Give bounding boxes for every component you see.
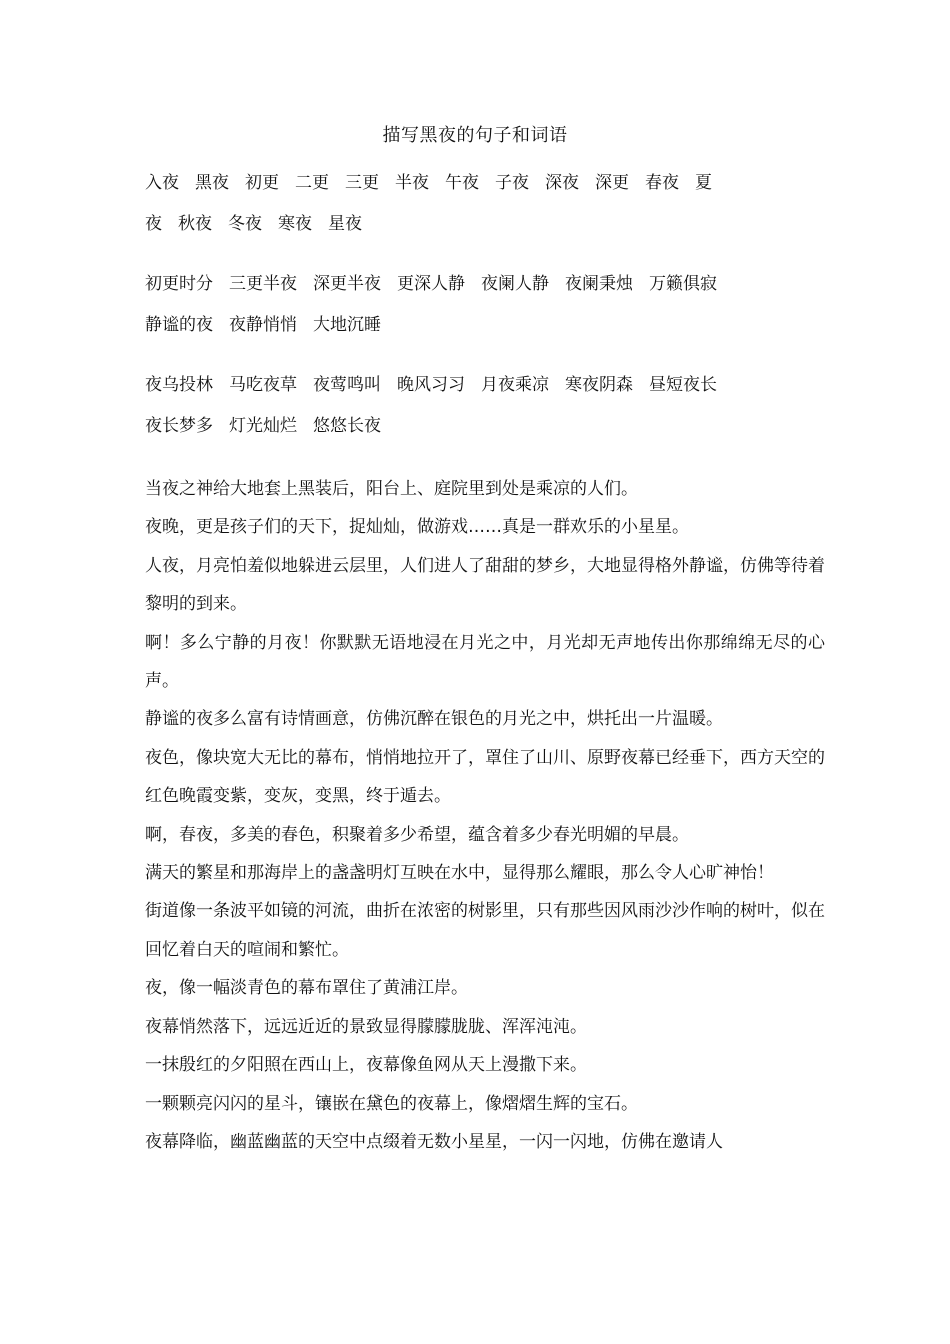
sentence-paragraph: 一抹殷红的夕阳照在西山上，夜幕像鱼网从天上漫撒下来。 <box>145 1055 587 1076</box>
word-line <box>145 305 825 346</box>
word-item: 子夜 <box>495 173 529 193</box>
sentence-paragraph: 夜晚，更是孩子们的天下，捉灿灿，做游戏……真是一群欢乐的小星星。 <box>145 517 689 538</box>
sentence-paragraph: 当夜之神给大地套上黑装后，阳台上、庭院里到处是乘凉的人们。 <box>145 479 638 499</box>
word-item: 春夜 <box>645 173 679 193</box>
sentence-paragraph: 夜，像一幅淡青色的幕布罩住了黄浦江岸。 <box>145 978 468 999</box>
word-group-2 <box>145 264 825 346</box>
word-item: 更深人静 <box>397 274 465 294</box>
word-item: 寒夜阴森 <box>565 375 633 395</box>
word-line <box>145 264 825 305</box>
word-item: 午夜 <box>445 173 479 193</box>
sentence-list <box>145 470 825 1161</box>
word-item: 夜 <box>145 214 162 234</box>
word-item: 深更半夜 <box>313 274 381 294</box>
word-item: 夏 <box>695 173 712 193</box>
word-item: 夜阑人静 <box>481 274 549 294</box>
word-item: 初更 <box>245 173 279 193</box>
word-item: 晚风习习 <box>397 375 465 395</box>
word-item: 昼短夜长 <box>649 375 717 395</box>
sentence-paragraph: 啊！多么宁静的月夜！你默默无语地浸在月光之中，月光却无声地传出你那绵绵无尽的心声。 <box>145 632 825 692</box>
word-item: 万籁俱寂 <box>649 274 717 294</box>
word-item: 灯光灿烂 <box>229 416 297 436</box>
sentence-paragraph: 街道像一条波平如镜的河流，曲折在浓密的树影里，只有那些因风雨沙沙作响的树叶，似在回忆着白天的喧闹和繁忙。 <box>145 901 825 960</box>
word-item: 入夜 <box>145 173 179 193</box>
word-item: 秋夜 <box>178 214 212 234</box>
word-item: 初更时分 <box>145 274 213 294</box>
word-line <box>145 365 825 406</box>
word-group-3 <box>145 365 825 447</box>
sentence-paragraph: 啊，春夜，多美的春色，积聚着多少希望，蕴含着多少春光明媚的早晨。 <box>145 824 689 845</box>
word-item: 冬夜 <box>228 214 262 234</box>
word-item: 三更 <box>345 173 379 193</box>
word-line <box>145 204 825 245</box>
word-item: 大地沉睡 <box>313 315 381 335</box>
word-item: 深更 <box>595 173 629 193</box>
word-item: 夜乌投林 <box>145 375 213 395</box>
sentence-paragraph: 静谧的夜多么富有诗情画意，仿佛沉醉在银色的月光之中，烘托出一片温暖。 <box>145 709 723 730</box>
word-item: 马吃夜草 <box>229 375 297 395</box>
sentence-paragraph: 夜幕悄然落下，远远近近的景致显得朦朦胧胧、浑浑沌沌。 <box>145 1016 587 1037</box>
word-item: 星夜 <box>328 214 362 234</box>
word-line <box>145 163 825 204</box>
word-item: 夜莺鸣叫 <box>313 375 381 395</box>
word-item: 半夜 <box>395 173 429 193</box>
word-line <box>145 406 825 447</box>
word-item: 悠悠长夜 <box>313 416 381 436</box>
word-item: 寒夜 <box>278 214 312 234</box>
word-item: 静谧的夜 <box>145 315 213 335</box>
word-item: 二更 <box>295 173 329 193</box>
word-item: 夜静悄悄 <box>229 315 297 335</box>
word-group-1 <box>145 163 825 245</box>
word-item: 黑夜 <box>195 173 229 193</box>
word-item: 深夜 <box>545 173 579 193</box>
sentence-paragraph: 夜色，像块宽大无比的幕布，悄悄地拉开了，罩住了山川、原野夜幕已经垂下，西方天空的红色晚霞变紫，变灰，变黑，终于遁去。 <box>145 747 825 807</box>
sentence-paragraph: 一颗颗亮闪闪的星斗，镶嵌在黛色的夜幕上，像熠熠生辉的宝石。 <box>145 1093 638 1114</box>
sentence-paragraph: 满天的繁星和那海岸上的盏盏明灯互映在水中，显得那么耀眼，那么令人心旷神怡！ <box>145 863 774 884</box>
document-title: 描写黑夜的句子和词语 <box>382 125 568 146</box>
word-item: 月夜乘凉 <box>481 375 549 395</box>
word-item: 夜长梦多 <box>145 416 213 436</box>
sentence-paragraph: 夜幕降临，幽蓝幽蓝的天空中点缀着无数小星星，一闪一闪地，仿佛在邀请人 <box>145 1131 723 1152</box>
word-item: 夜阑秉烛 <box>565 274 633 294</box>
sentence-paragraph: 人夜，月亮怕羞似地躲进云层里，人们进人了甜甜的梦乡，大地显得格外静谧，仿佛等待着黎明的到来。 <box>145 555 825 615</box>
word-item: 三更半夜 <box>229 274 297 294</box>
